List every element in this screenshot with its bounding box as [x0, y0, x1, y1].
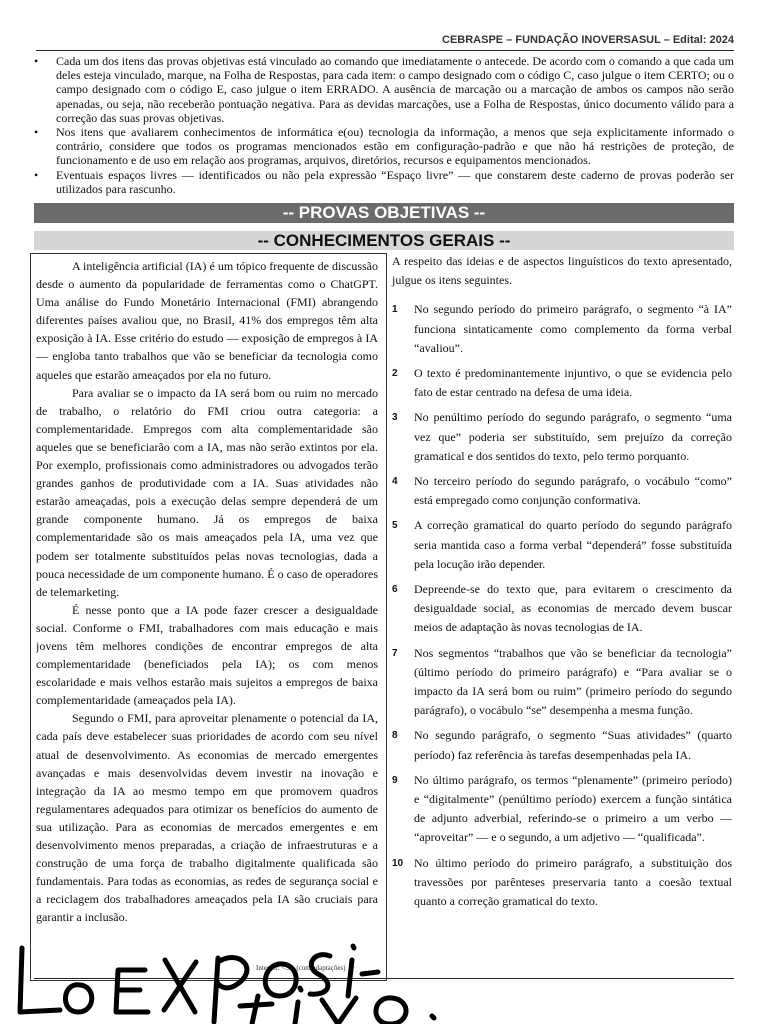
question-text: No último parágrafo, os termos “plenamente” (primeiro período) e “digitalmente” (penúltimo período) exercem a função sintática de adjunto adverbial, referindo-se o primeiro a um verbo — “aproveitar” — e o segundo, a um adjetivo — “qualificada”. [414, 772, 732, 845]
question-number: 5 [392, 520, 398, 532]
question-item [392, 644, 732, 721]
question-number: 9 [392, 774, 398, 786]
question-text: O texto é predominantemente injuntivo, o que se evidencia pelo fato de estar centrado na defesa de uma ideia. [414, 366, 732, 400]
section-title-conhecimentos: -- CONHECIMENTOS GERAIS -- [34, 231, 734, 250]
question-text: No segundo período do primeiro parágrafo, o segmento “à IA” funciona sintaticamente como complemento da forma verbal “avaliou”. [414, 302, 732, 355]
question-item [392, 408, 732, 466]
question-item [392, 364, 732, 402]
instruction-item: • Cada um dos itens das provas objetivas está vinculado ao comando que imediatamente o antecede. De acordo com o comando a que cada um deles esteja vinculado, marque, na Folha de Respostas, para cada item: o campo designado com o código C, caso julgue o item CERTO; ou o campo designado com o código E, caso julgue o item ERRADO. A ausência de marcação ou a marcação de ambos os campos não serão apenadas, ou seja, não receberão pontuação negativa. Para as devidas marcações, use a Folha de Respostas, único documento válido para a correção das suas provas objetivas. [34, 54, 734, 125]
question-text: No último período do primeiro parágrafo, a substituição dos travessões por parênteses preservaria tanto a coesão textual quanto a correção gramatical do texto. [414, 855, 732, 909]
question-text: No penúltimo período do segundo parágrafo, o segmento “uma vez que” poderia ser substituído, sem prejuízo da correção gramatical e dos sentidos do texto, pelo termo porquanto. [414, 410, 732, 463]
question-text: A correção gramatical do quarto período do segundo parágrafo seria mantida caso a forma verbal “dependerá” fosse substituída pela locução irão depender. [414, 518, 732, 571]
questions-lead: A respeito das ideias e de aspectos linguísticos do texto apresentado, julgue os itens seguintes. [392, 254, 732, 288]
text-paragraph: A inteligência artificial (IA) é um tópico frequente de discussão desde o aumento da popularidade de ferramentas como o ChatGPT. Uma análise do Fundo Monetário Internacional (FMI) abrangendo diferentes países avaliou que, no Brasil, 41% dos empregos têm alta exposição à IA. Esse critério do estudo — exposição de empregos à IA — engloba tanto trabalhos que vão se beneficiar da tecnologia como aqueles que estarão ameaçados por ela no futuro. [36, 259, 378, 382]
instruction-item: • Nos itens que avaliarem conhecimentos de informática e(ou) tecnologia da informação, a menos que seja explicitamente informado o contrário, considere que todos os programas mencionados estão em configuração-padrão e que não há restrições de proteção, de funcionamento e de uso em relação aos programas, arquivos, diretórios, recursos e equipamentos mencionados. [34, 125, 734, 168]
text-paragraph: Segundo o FMI, para aproveitar plenamente o potencial da IA, cada país deve estabelecer suas prioridades de acordo com seu nível atual de desenvolvimento. As economias de mercado emergentes avançadas e mais desenvolvidas devem investir na inovação e integração da IA ao mesmo tempo em que promovem quadros regulamentares adequados para otimizar os benefícios do aumento de sua utilização. Para as economias de mercados emergentes e em desenvolvimento menos preparadas, a criação de infraestruturas e a construção de uma força de trabalho digitalmente qualificada são fundamentais. Para todas as economias, as redes de segurança social e a reciclagem dos trabalhadores ameaçados pela IA são cruciais para garantir a inclusão. [36, 711, 378, 925]
text-paragraph: Para avaliar se o impacto da IA será bom ou ruim no mercado de trabalho, o relatório do FMI criou outra categoria: a complementaridade. Empregos com alta complementaridade são aqueles que se beneficiarão com a IA, mas não serão extintos por ela. Por exemplo, profissionais como administradores ou advogados terão grandes ganhos de produtividade com a IA. Suas atividades não estarão ameaçadas, pois a execução delas sempre dependerá de um grande componente humano. Já os empregos de baixa complementaridade são os mais ameaçados pela IA, uma vez que podem ser totalmente substituídos pelas novas tecnologias, dada a pouca necessidade de um componente humano. É o caso de operadores de telemarketing. [36, 385, 378, 599]
question-number: 8 [392, 730, 398, 742]
question-number: 3 [392, 412, 398, 424]
instruction-item: • Eventuais espaços livres — identificados ou não pela expressão “Espaço livre” — que constarem deste caderno de provas poderão ser utilizados para rascunho. [34, 168, 734, 196]
text-source: Internet: <...> (com adaptações) [256, 964, 346, 972]
question-text: Depreende-se do texto que, para evitarem o crescimento da desigualdade social, as economias de mercado devem buscar meios de adaptação às novas tecnologias de IA. [414, 582, 732, 635]
question-text: No segundo parágrafo, o segmento “Suas atividades” (quarto período) faz referência às tarefas desempenhadas pela IA. [414, 728, 732, 762]
questions-column [392, 252, 732, 917]
question-number: 1 [392, 304, 398, 316]
question-item [392, 516, 732, 574]
question-item [392, 472, 732, 510]
exam-header: CEBRASPE – FUNDAÇÃO INOVERSASUL – Edital: 2024 [36, 34, 734, 51]
question-number: 10 [392, 857, 404, 869]
question-number: 4 [392, 476, 398, 488]
question-text: Nos segmentos “trabalhos que vão se beneficiar da tecnologia” (último período do primeiro parágrafo) e “Para avaliar se o impacto da IA será bom ou ruim” (primeiro período do segundo parágrafo), o vocábulo “se” desempenha a mesma função. [414, 645, 732, 718]
handwritten-annotation [0, 930, 768, 1024]
question-item [392, 854, 732, 912]
question-item [392, 771, 732, 848]
question-number: 6 [392, 584, 398, 596]
instructions-list [34, 54, 734, 196]
question-item [392, 580, 732, 638]
question-number: 2 [392, 368, 398, 380]
question-text: No terceiro período do segundo parágrafo, o vocábulo “como” está empregado como conjunção conformativa. [414, 474, 732, 508]
question-item [392, 726, 732, 764]
reading-text [36, 257, 378, 969]
section-title-provas: -- PROVAS OBJETIVAS -- [34, 203, 734, 223]
handwriting-text: Lo Expositivo. [0, 930, 6, 931]
text-paragraph: É nesse ponto que a IA pode fazer crescer a desigualdade social. Conforme o FMI, trabalhadores com mais educação e mais jovens têm melhores condições de encontrar empregos de alta complementaridade (beneficiados pela IA); os com menos escolaridade e mais velhos estarão mais sujeitos a empregos de baixa complementaridade (ameaçados pela IA). [36, 602, 378, 708]
question-number: 7 [392, 647, 398, 659]
question-item [392, 300, 732, 358]
